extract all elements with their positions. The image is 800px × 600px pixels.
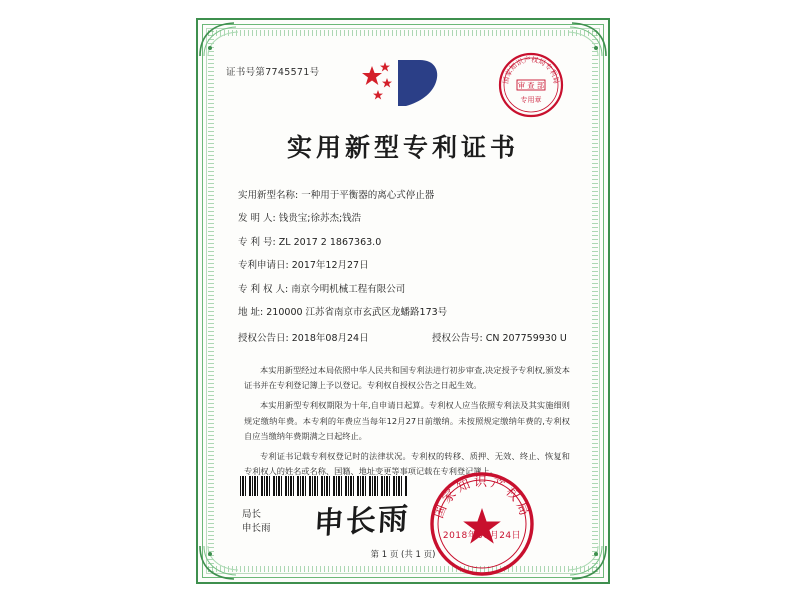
patent-fields [238, 190, 572, 354]
legal-paragraph: 本实用新型专利权期限为十年,自申请日起算。专利权人应当依照专利法及其实施细则规定缴纳年费。本专利的年费应当每年12月27日前缴纳。未按照规定缴纳年费的,专利权自应当缴纳年费期满之日起终止。 [244, 400, 570, 441]
barcode [240, 476, 408, 496]
legal-paragraph: 本实用新型经过本局依照中华人民共和国专利法进行初步审查,决定授予专利权,颁发本证书并在专利登记簿上予以登记。专利权自授权公告之日起生效。 [244, 365, 570, 391]
cnipa-emblem-icon [358, 56, 448, 112]
field-row-inventors [238, 213, 572, 225]
director-signature: 申长雨 [312, 501, 411, 542]
field-row-application-date [238, 260, 572, 272]
field-row-patent-number [238, 237, 572, 249]
legal-body-text [244, 363, 570, 484]
director-name: 申长雨 [242, 522, 271, 534]
grant-number-group [432, 330, 567, 344]
page-title: 实用新型专利证书 [286, 133, 519, 162]
svg-text:国家知识产权局: 国家知识产权局 [431, 475, 533, 521]
field-value: 2017年12月27日 [291, 260, 369, 272]
svg-text:审 查 部: 审 查 部 [517, 81, 545, 91]
director-title: 局长 [242, 509, 262, 520]
field-row-address [238, 307, 572, 319]
field-row-patentee [238, 284, 572, 296]
field-label: 专 利 权 人: [238, 283, 289, 295]
field-value: 一种用于平衡器的离心式停止器 [301, 190, 435, 201]
field-row-utility-model-name [238, 190, 572, 202]
page-footer: 第 1 页 (共 1 页) [370, 550, 436, 560]
grant-date-value: 2018年08月24日 [291, 333, 369, 345]
seal-date-text: 2018年08月24日 [442, 531, 522, 541]
grant-number-label: 授权公告号: [432, 333, 483, 345]
field-value: 南京今明机械工程有限公司 [291, 283, 406, 295]
field-label: 实用新型名称: [238, 190, 299, 201]
certificate-number: 证书号第7745571号 [226, 67, 320, 78]
certificate-paper [196, 18, 610, 584]
field-value: ZL 2017 2 1867363.0 [278, 236, 382, 248]
border-band-bottom [208, 566, 598, 572]
grant-date-label: 授权公告日: [238, 333, 289, 345]
field-label: 地 址: [238, 306, 264, 318]
field-value: 210000 江苏省南京市玄武区龙蟠路173号 [266, 306, 448, 318]
svg-text:国家知识产权局专利局: 国家知识产权局专利局 [501, 55, 561, 85]
director-block [242, 508, 271, 536]
field-label: 专 利 号: [238, 236, 276, 248]
legal-paragraph: 专利证书记载专利权登记时的法律状况。专利权的转移、质押、无效、终止、恢复和专利权人的姓名或名称、国籍、地址变更等事项记载在专利登记簿上。 [244, 450, 570, 477]
border-band-left [208, 30, 214, 572]
border-band-right [592, 30, 598, 572]
field-label: 发 明 人: [238, 213, 276, 225]
border-band-top [208, 30, 598, 36]
cnipa-official-seal [428, 470, 536, 578]
field-label: 专利申请日: [238, 260, 289, 272]
grant-number-value: CN 207759930 U [485, 333, 567, 345]
field-row-grant-announcement [238, 330, 572, 344]
svg-text:专用章: 专用章 [520, 96, 542, 104]
examination-department-seal [498, 52, 564, 118]
field-value: 钱贵宝;徐苏杰;钱浩 [278, 213, 362, 225]
